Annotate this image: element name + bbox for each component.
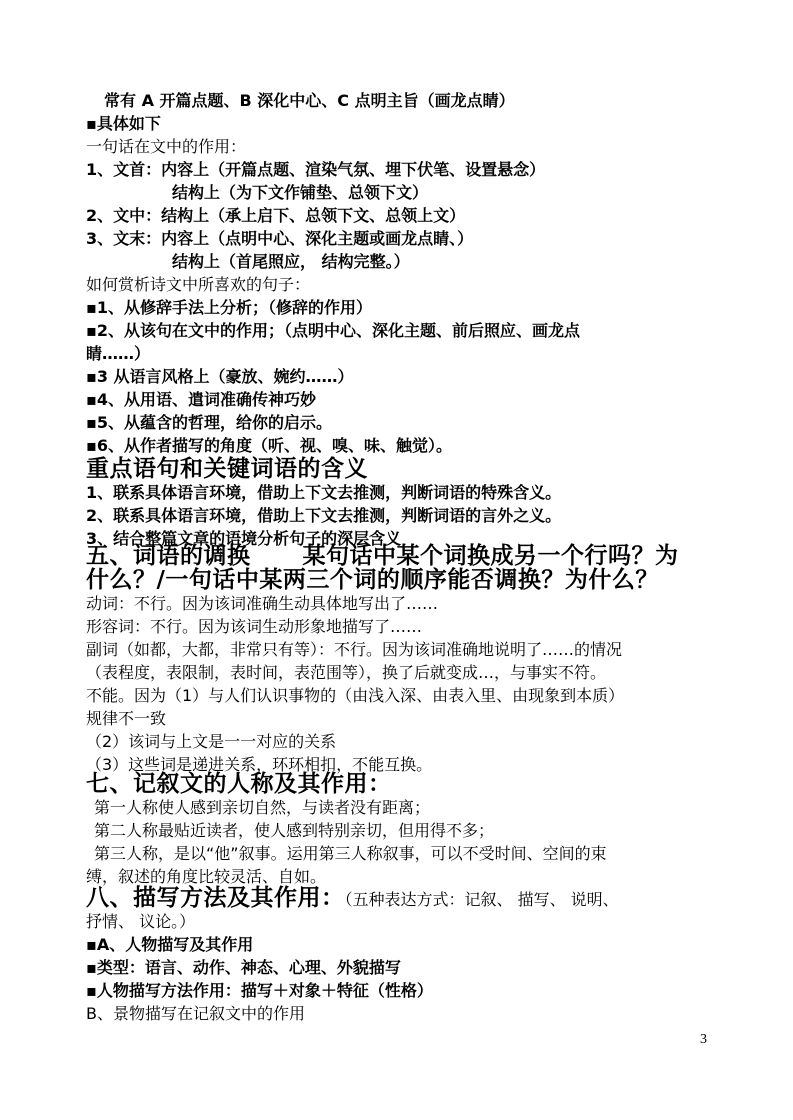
text-line: 副词（如都，大都，非常只有等）：不行。因为该词准确地说明了……的情况 [86, 640, 623, 659]
text-line: ▪6、从作者描写的角度（听、视、嗅、味、触觉）。 [86, 436, 452, 455]
text-line: 不能。因为（1）与人们认识事物的（由浅入深、由表入里、由现象到本质） [86, 686, 625, 705]
text-line: ▪1、从修辞手法上分析；（修辞的作用） [86, 298, 372, 317]
text-line: ▪2、从该句在文中的作用；（点明中心、深化主题、前后照应、画龙点 [86, 321, 580, 340]
text-line: 3、结合整篇文章的语境分析句子的深层含义 [86, 529, 402, 548]
text-line: 2、联系具体语言环境，借助上下文去推测，判断词语的言外之义。 [86, 506, 562, 525]
section-heading-title: 八、描写方法及其作用： [86, 885, 345, 911]
text-line: 缚，叙述的角度比较灵活、自如。 [86, 867, 327, 886]
section-heading: 七、记叙文的人称及其作用： [86, 771, 392, 797]
text-line: 睛……） [86, 344, 151, 363]
text-line: ▪类型：语言、动作、神态、心理、外貌描写 [86, 958, 401, 977]
text-line: 规律不一致 [86, 709, 167, 728]
text-line: ▪3 从语言风格上（豪放、婉约……） [86, 367, 354, 386]
text-line: 第一人称使人感到亲切自然，与读者没有距离； [94, 798, 431, 817]
text-line: （3）这些词是递进关系，环环相扣，不能互换。 [86, 755, 433, 774]
text-line: 第二人称最贴近读者，使人感到特别亲切，但用得不多； [94, 821, 495, 840]
text-line: B、景物描写在记叙文中的作用 [86, 1004, 305, 1023]
text-line: （表程度，表限制，表时间，表范围等），换了后就变成…，与事实不符。 [86, 663, 607, 682]
text-line: 结构上（首尾照应， 结构完整。） [172, 252, 410, 271]
text-line: 3、文末：内容上（点明中心、深化主题或画龙点睛、） [86, 229, 474, 248]
section-heading [86, 884, 619, 912]
text-line: 常有 A 开篇点题、B 深化中心、C 点明主旨（画龙点睛） [104, 91, 515, 110]
text-line: ▪5、从蕴含的哲理，给你的启示。 [86, 413, 332, 432]
text-line: 第三人称，是以“他”叙事。运用第三人称叙事，可以不受时间、空间的束 [94, 844, 607, 863]
text-line: 如何赏析诗文中所喜欢的句子： [86, 275, 311, 294]
text-line: ▪具体如下 [86, 114, 161, 133]
section-heading-title: 五、词语的调换 [86, 543, 251, 569]
text-line: ▪A、人物描写及其作用 [86, 935, 254, 954]
section-heading: 什么？/一句话中某两三个词的顺序能否调换？为什么？ [86, 567, 659, 593]
text-line: ▪人物描写方法作用：描写＋对象＋特征（性格） [86, 981, 433, 1000]
section-heading: 重点语句和关键词语的含义 [86, 456, 368, 482]
section-heading-question: 某句话中某个词换成另一个行吗？为 [302, 543, 679, 569]
text-line: 形容词：不行。因为该词生动形象地描写了…… [86, 617, 423, 636]
text-line: 2、文中：结构上（承上启下、总领下文、总领上文） [86, 206, 466, 225]
section-heading-note: （五种表达方式：记叙、 描写、 说明、 [344, 890, 619, 909]
text-line: ▪4、从用语、遣词准确传神巧妙 [86, 390, 316, 409]
page-number: 3 [700, 1032, 707, 1047]
text-line: 结构上（为下文作铺垫、总领下文） [172, 183, 429, 202]
text-line: 动词：不行。因为该词准确生动具体地写出了…… [86, 594, 439, 613]
text-line: 1、文首：内容上（开篇点题、渲染气氛、埋下伏笔、设置悬念） [86, 160, 546, 179]
text-line: 抒情、 议论。） [86, 912, 196, 931]
text-line: （2）该词与上文是一一对应的关系 [86, 732, 337, 751]
text-line: 一句话在文中的作用： [86, 137, 247, 156]
text-line: 1、联系具体语言环境，借助上下文去推测，判断词语的特殊含义。 [86, 483, 562, 502]
